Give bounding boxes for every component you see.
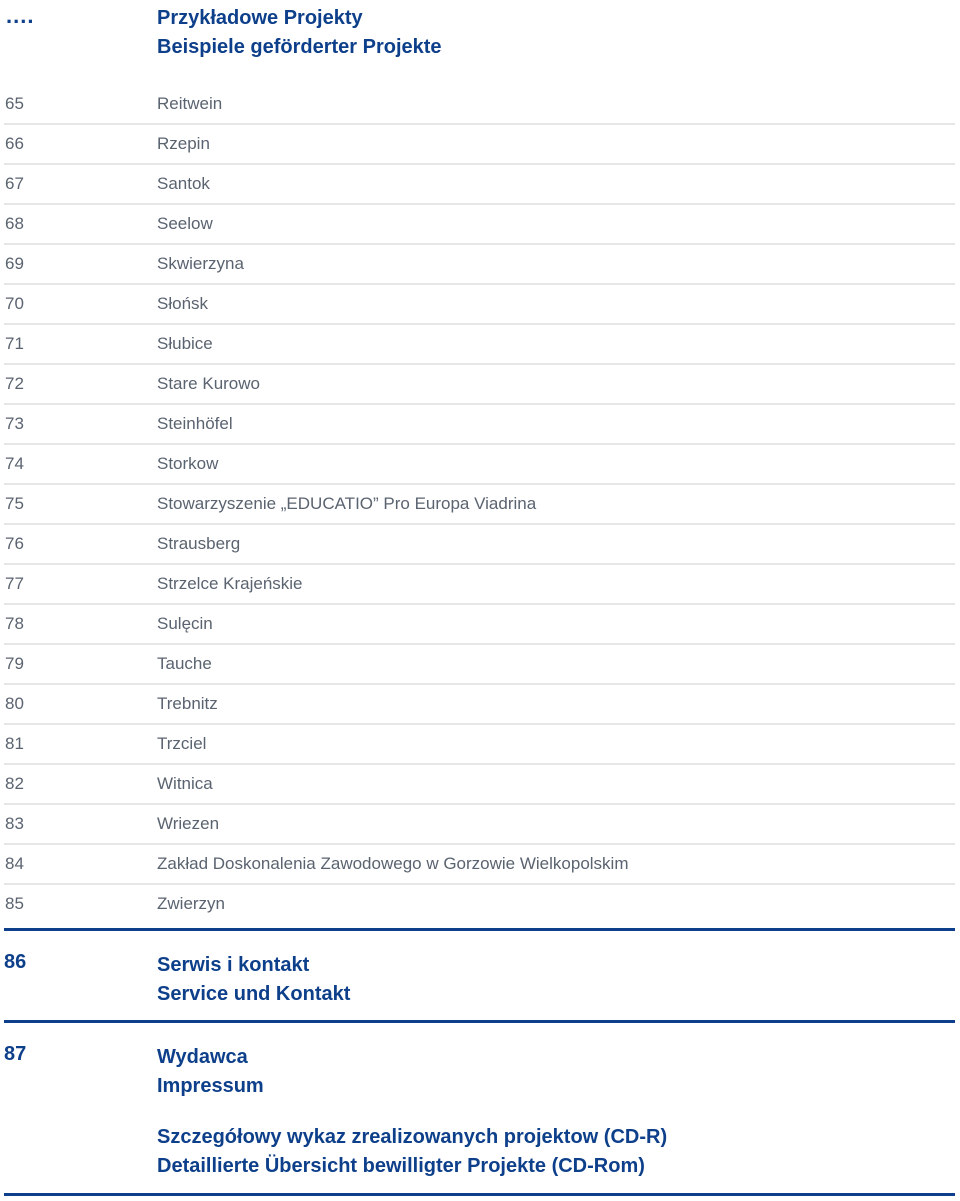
project-row[interactable]	[4, 725, 955, 765]
section-number: 86	[4, 951, 27, 973]
project-name: Strzelce Krajeńskie	[157, 574, 303, 593]
section-title-de: Service und Kontakt	[157, 983, 351, 1005]
project-number: 67	[5, 174, 24, 193]
project-number: 80	[5, 694, 24, 713]
project-name: Skwierzyna	[157, 254, 244, 273]
project-number: 82	[5, 774, 24, 793]
project-row[interactable]	[4, 885, 955, 923]
project-row[interactable]	[4, 165, 955, 205]
page-title-pl: Przykładowe Projekty	[157, 7, 363, 29]
section-title-pl: Wydawca	[157, 1046, 248, 1068]
project-number: 65	[5, 94, 24, 113]
project-name: Witnica	[157, 774, 213, 793]
project-name: Reitwein	[157, 94, 223, 113]
section-title	[157, 1043, 264, 1101]
project-number: 79	[5, 654, 24, 673]
page-title	[157, 4, 442, 62]
section-title-pl: Serwis i kontakt	[157, 954, 310, 976]
project-name: Stare Kurowo	[157, 374, 260, 393]
project-number: 72	[5, 374, 24, 393]
project-name: Słubice	[157, 334, 213, 353]
section-title	[157, 951, 350, 1009]
project-name: Sulęcin	[157, 614, 213, 633]
project-number: 75	[5, 494, 24, 513]
project-row[interactable]	[4, 805, 955, 845]
cd-overview-de: Detaillierte Übersicht bewilligter Projekte (CD-Rom)	[157, 1155, 645, 1177]
project-name: Tauche	[157, 654, 212, 673]
project-name: Santok	[157, 174, 210, 193]
project-number: 83	[5, 814, 24, 833]
project-number: 78	[5, 614, 24, 633]
project-number: 69	[5, 254, 24, 273]
project-row[interactable]	[4, 325, 955, 365]
section-number: 87	[4, 1043, 27, 1065]
section-contact[interactable]	[4, 928, 955, 1005]
project-row[interactable]	[4, 245, 955, 285]
project-row[interactable]	[4, 605, 955, 645]
project-number: 66	[5, 134, 24, 153]
project-number: 73	[5, 414, 24, 433]
project-number: 81	[5, 734, 24, 753]
project-row[interactable]	[4, 645, 955, 685]
decorative-dots: ....	[6, 3, 35, 28]
project-number: 76	[5, 534, 24, 553]
project-name: Słońsk	[157, 294, 209, 313]
bottom-divider	[4, 1193, 955, 1196]
project-number: 84	[5, 854, 24, 873]
project-number: 68	[5, 214, 24, 233]
project-row[interactable]	[4, 525, 955, 565]
section-title-de: Impressum	[157, 1075, 264, 1097]
project-name: Zwierzyn	[157, 894, 226, 913]
project-number: 85	[5, 894, 24, 913]
project-row[interactable]	[4, 485, 955, 525]
project-row[interactable]	[4, 285, 955, 325]
project-row[interactable]	[4, 765, 955, 805]
project-name: Strausberg	[157, 534, 241, 553]
project-number: 71	[5, 334, 24, 353]
project-name: Rzepin	[157, 134, 210, 153]
project-number: 77	[5, 574, 24, 593]
cd-overview-link[interactable]	[157, 1123, 667, 1181]
project-name: Wriezen	[157, 814, 220, 833]
project-number: 70	[5, 294, 24, 313]
project-name: Trzciel	[157, 734, 207, 753]
project-row[interactable]	[4, 845, 955, 885]
page-title-de: Beispiele geförderter Projekte	[157, 36, 442, 58]
project-row[interactable]	[4, 685, 955, 725]
project-row[interactable]	[4, 125, 955, 165]
project-name: Stowarzyszenie „EDUCATIO” Pro Europa Viadrina	[157, 494, 537, 513]
project-row[interactable]	[4, 565, 955, 605]
project-number: 74	[5, 454, 24, 473]
project-row[interactable]	[4, 85, 955, 125]
project-row[interactable]	[4, 405, 955, 445]
project-name: Storkow	[157, 454, 219, 473]
project-name: Steinhöfel	[157, 414, 233, 433]
project-name: Trebnitz	[157, 694, 218, 713]
cd-overview-pl: Szczegółowy wykaz zrealizowanych projektow (CD-R)	[157, 1126, 668, 1148]
project-list	[4, 85, 955, 923]
project-name: Seelow	[157, 214, 213, 233]
project-row[interactable]	[4, 205, 955, 245]
project-row[interactable]	[4, 445, 955, 485]
project-row[interactable]	[4, 365, 955, 405]
section-imprint[interactable]	[4, 1020, 955, 1097]
project-name: Zakład Doskonalenia Zawodowego w Gorzowie Wielkopolskim	[157, 854, 629, 873]
